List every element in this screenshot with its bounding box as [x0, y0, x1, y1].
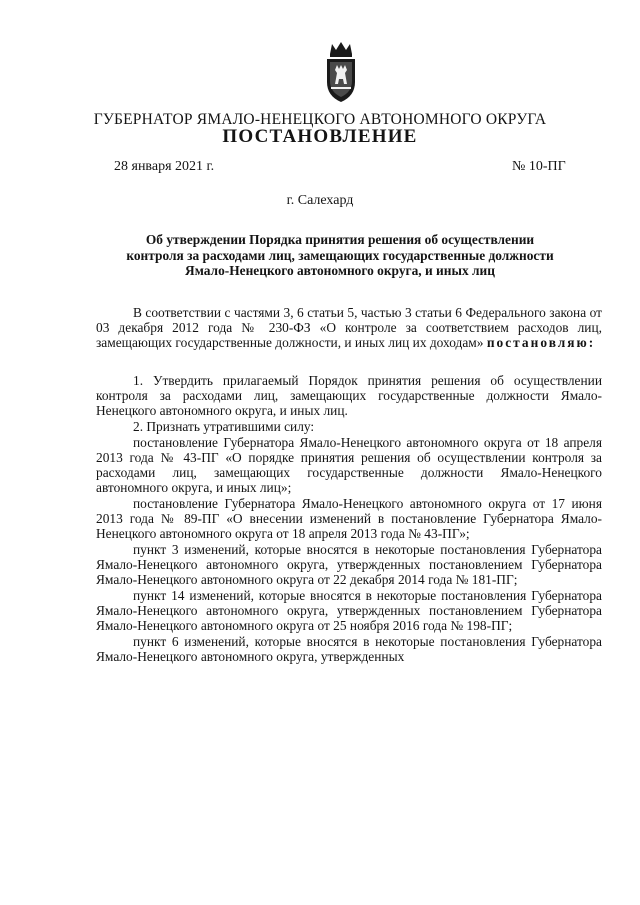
document-number: № 10-ПГ	[512, 159, 566, 174]
repeal-item: пункт 6 изменений, которые вносятся в некоторые постановления Губернатора Ямало-Ненецкого автономного округа, утвержденных	[96, 634, 602, 664]
document-city: г. Салехард	[286, 193, 354, 208]
coat-of-arms-icon	[321, 40, 361, 104]
repeal-item: постановление Губернатора Ямало-Ненецкого автономного округа от 18 апреля 2013 года № 43-ПГ «О порядке принятия решения об осуществлении контроля за расходами лиц, замещающих государственные должности Ямало-Ненецкого автономного округа, и иных лиц»;	[96, 435, 602, 495]
paragraph-approve: 1. Утвердить прилагаемый Порядок принятия решения об осуществлении контроля за расходами лиц, замещающих государственные должности Ямало-Ненецкого автономного округа, и иных лиц.	[96, 373, 602, 418]
document-type: ПОСТАНОВЛЕНИЕ	[222, 126, 418, 147]
paragraph-repeal: 2. Признать утратившими силу:	[133, 419, 315, 434]
organization-name: ГУБЕРНАТОР ЯМАЛО-НЕНЕЦКОГО АВТОНОМНОГО ОКРУГА	[93, 111, 547, 128]
document-title: Об утверждении Порядка принятия решения об осуществлении контроля за расходами лиц, замещающих государственные должности Ямало-Ненецкого автономного округа, и иных лиц	[126, 232, 554, 278]
repeal-item: пункт 3 изменений, которые вносятся в некоторые постановления Губернатора Ямало-Ненецкого автономного округа, утвержденных постановлением Губернатора Ямало-Ненецкого автономного округа от 22 декабря 2014 года № 181-ПГ;	[96, 542, 602, 587]
preamble-text: В соответствии с частями 3, 6 статьи 5, частью 3 статьи 6 Федерального закона от 03 декабря 2012 года № 230-ФЗ «О контроле за соответствием расходов лиц, замещающих государственные должности, и иных лиц их доходам»	[96, 305, 602, 350]
repeal-item: постановление Губернатора Ямало-Ненецкого автономного округа от 17 июня 2013 года № 89-ПГ «О внесении изменений в постановление Губернатора Ямало-Ненецкого автономного округа от 18 апреля 2013 года № 43-ПГ»;	[96, 496, 602, 541]
document-date: 28 января 2021 г.	[114, 159, 215, 174]
decree-word: постановляю:	[486, 335, 596, 350]
preamble-paragraph	[96, 305, 602, 350]
document-body	[96, 373, 602, 664]
repeal-item: пункт 14 изменений, которые вносятся в некоторые постановления Губернатора Ямало-Ненецкого автономного округа, утвержденных постановлением Губернатора Ямало-Ненецкого автономного округа от 25 ноября 2016 года № 198-ПГ;	[96, 588, 602, 633]
preamble	[96, 305, 602, 350]
